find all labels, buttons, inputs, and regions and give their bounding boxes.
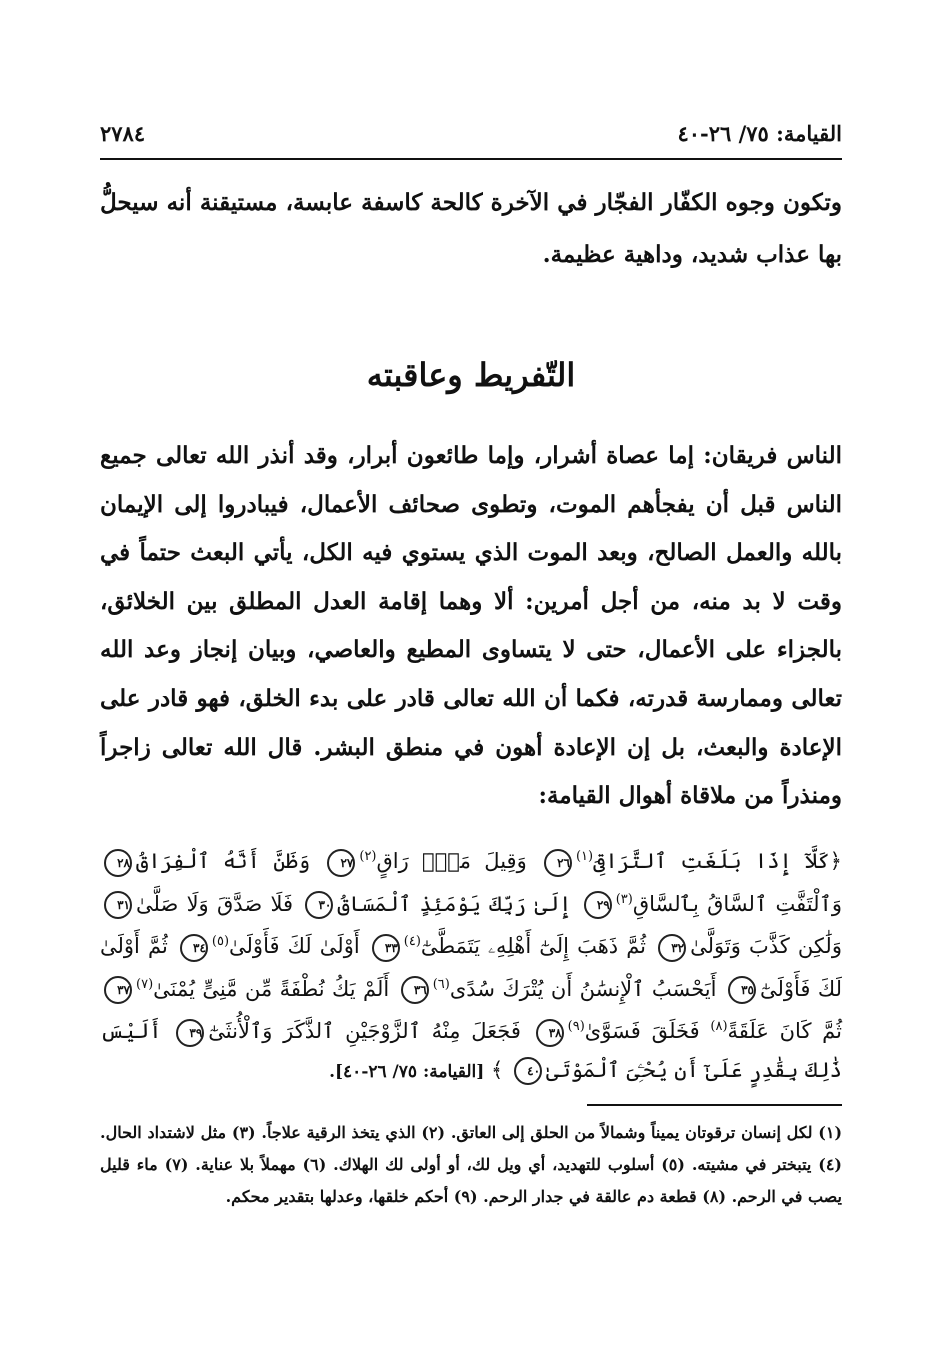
quran-verse-text: وَقِيلَ مَنْۜ رَاقٍ [376, 849, 527, 873]
quran-verse-text: وَظَنَّ أَنَّهُ ٱلْفِرَاقُ [136, 849, 311, 873]
footnote-marker: (١) [575, 849, 594, 864]
quran-verse-text: إِلَىٰ رَبِّكَ يَوْمَئِذٍ ٱلْمَسَاقُ [337, 891, 572, 916]
quran-verse-text: ثُمَّ كَانَ عَلَقَةً [727, 1019, 842, 1043]
page-number: ٢٧٨٤ [100, 120, 146, 146]
verse-number-marker: ٣٧ [104, 976, 132, 1004]
quran-verse-text: أَلَيْسَ ذَٰلِكَ بِقَٰدِرٍ عَلَىٰٓ أَن يُحْـِۧىَ ٱلْمَوْتَىٰ [100, 1019, 842, 1082]
verse-number-marker: ٣٢ [658, 934, 686, 962]
verse-number-marker: ٣٩ [176, 1019, 204, 1047]
quran-verse-text: ثُمَّ أَوْلَىٰ لَكَ فَأَوْلَىٰٓ [100, 934, 842, 1001]
footnote-marker: (٨) [710, 1019, 728, 1034]
verse-number-marker: ٣٥ [728, 976, 756, 1004]
quran-open-bracket: ﴿ [829, 849, 842, 873]
verse-number-marker: ٢٦ [544, 849, 572, 877]
verse-number-marker: ٣٦ [401, 976, 429, 1004]
verse-number-marker: ٢٩ [584, 891, 612, 919]
header-rule [100, 158, 842, 160]
quran-reference: [القيامة: ٧٥/ ٢٦-٤٠]. [329, 1061, 485, 1082]
footnote-marker: (٩) [567, 1019, 585, 1034]
quran-close-bracket: ﴾ [491, 1057, 504, 1082]
verse-number-marker: ٢٧ [327, 849, 355, 877]
section-title: التّفريط وعاقبته [366, 356, 576, 394]
quran-verse-text: كَلَّآ إِذَا بَلَغَتِ ٱلتَّرَاقِىَ [593, 849, 830, 873]
quran-verse-text: أَوْلَىٰ لَكَ فَأَوْلَىٰ [229, 934, 360, 958]
quran-passage [100, 838, 842, 1091]
verse-number-marker: ٢٨ [104, 849, 132, 877]
quran-verse-text: فَخَلَقَ فَسَوَّىٰ [584, 1019, 700, 1043]
quran-verse-text: فَجَعَلَ مِنْهُ ٱلزَّوْجَيْنِ ٱلذَّكَرَ وَٱلْأُنثَىٰٓ [208, 1019, 521, 1043]
footnote-marker: (٢) [359, 849, 377, 864]
quran-verse-text: وَٱلْتَفَّتِ ٱلسَّاقُ بِٱلسَّاقِ [632, 891, 842, 916]
footnotes: (١) لكل إنسان ترقوتان يميناً وشمالاً من الحلق إلى العاتق. (٢) الذي يتخذ الرقية علاجاً. (٣) مثل لاشتداد الحال. (٤) يتبختر في مشيته. (٥) أسلوب للتهديد، أي ويل لك، أو أولى لك الهلاك. (٦) مهملاً بلا عناية. (٧) ماء قليل يصب في الرحم. (٨) قطعة دم عالقة في جدار الرحم. (٩) أحكم خلقها، وعدلها بتقدير محكم. [100, 1123, 843, 1206]
verse-number-marker: ٣٨ [536, 1019, 564, 1047]
quran-verse-text: فَلَا صَدَّقَ وَلَا صَلَّىٰ [136, 891, 294, 916]
verse-number-marker: ٣٠ [305, 891, 333, 919]
verse-number-marker: ٣٤ [180, 934, 208, 962]
verse-number-marker: ٣٣ [372, 934, 400, 962]
footnote-marker: (٧) [136, 976, 154, 992]
footnote-rule [587, 1104, 842, 1106]
verse-number-marker: ٣١ [104, 891, 132, 919]
quran-verse-text: أَلَمْ يَكُ نُطْفَةً مِّن مَّنِىٍّ يُمْنَىٰ [153, 976, 390, 1001]
verse-number-marker: ٤٠ [514, 1057, 542, 1085]
footnote-marker: (٣) [615, 891, 633, 907]
header-surah-reference: القيامة: ٧٥/ ٢٦-٤٠ [677, 120, 842, 146]
quran-verse-text: أَيَحْسَبُ ٱلْإِنسَٰنُ أَن يُتْرَكَ سُدًى [449, 976, 717, 1001]
footnote-marker: (٤) [403, 934, 421, 949]
running-header [100, 118, 842, 148]
main-paragraph: الناس فريقان: إما عصاة أشرار، وإما طائعون أبرار، وقد أنذر الله تعالى جميع الناس قبل أن يفجأهم الموت، وتطوى صحائف الأعمال، فيبادروا إلى الإيمان بالله والعمل الصالح، وبعد الموت الذي يستوي فيه الكل، يأتي البعث حتماً في وقت لا بد منه، من أجل أمرين: ألا وهما إقامة العدل المطلق بين الخلائق، بالجزاء على الأعمال، حتى لا يتساوى المطيع والعاصي، وبيان إنجاز وعد الله تعالى وممارسة قدرته، فكما أن الله تعالى قادر على بدء الخلق، فهو قادر على الإعادة والبعث، بل إن الإعادة أهون في منطق البشر. قال الله تعالى زاجراً ومنذراً من ملاقاة أهوال القيامة: [100, 442, 842, 810]
quran-verse-text: وَلَٰكِن كَذَّبَ وَتَوَلَّىٰ [690, 934, 842, 958]
footnote-marker: (٦) [432, 976, 450, 992]
quran-verse-text: ثُمَّ ذَهَبَ إِلَىٰٓ أَهْلِهِۦ يَتَمَطَّىٰٓ [420, 934, 647, 958]
footnote-marker: (٥) [211, 934, 230, 949]
intro-paragraph: وتكون وجوه الكفّار الفجّار في الآخرة كالحة كاسفة عابسة، مستيقنة أنه سيحلُّ بها عذاب شديد، وداهية عظيمة. [100, 189, 842, 268]
